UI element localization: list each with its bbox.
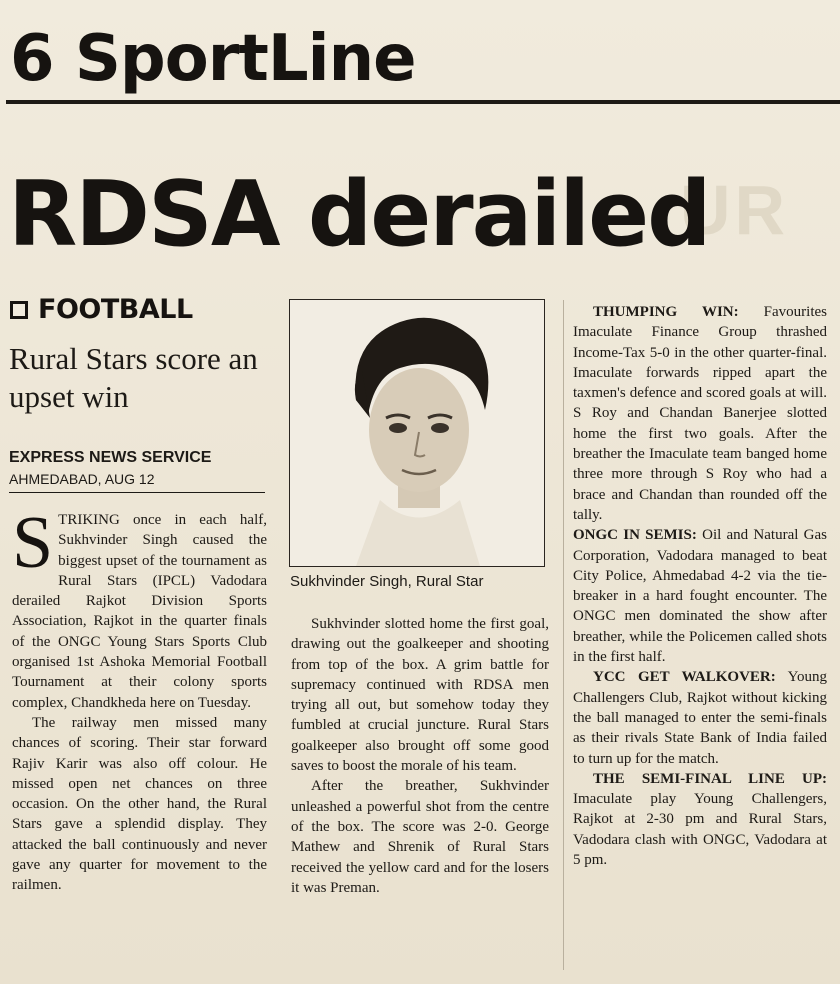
page-number: 6 <box>10 22 54 96</box>
section-title: SportLine <box>74 22 416 96</box>
run-in-heading: THE SEMI-FINAL LINE UP: <box>593 770 827 787</box>
run-in-body: Favourites Imaculate Finance Group thrashed Income-Tax 5-0 in the other quarter-final. Imaculate forwards ripped apart the taxmen's defence and scored goals at will. S Roy and Chandan Banerjee slotted home the first two goals. After the breather the Imaculate team banged home three more through S Roy who had a brace and Chandan than rounded off the tally. <box>573 304 828 523</box>
article-paragraph: The railway men missed many chances of scoring. Their star forward Rajiv Karir was also off colour. He missed open net chances on three occasion. On the other hand, the Rural Stars gave a splendid display. They attacked the ball continuously and never gave any quarter for movement to the railmen. <box>12 714 267 894</box>
drop-cap: S <box>12 502 54 584</box>
lead-caps: TRIKING <box>58 512 120 528</box>
dateline: AHMEDABAD, AUG 12 <box>9 471 155 487</box>
article-paragraph <box>573 302 827 525</box>
article-column-2 <box>291 614 549 898</box>
player-portrait-image <box>290 300 544 566</box>
bleed-through-text: UR <box>680 171 790 249</box>
article-paragraph <box>12 502 267 713</box>
run-in-body: Imaculate play Young Challengers, Rajkot at 2-30 pm and Rural Stars, Vadodara clash with ONGC, Vadodara at 5 pm. <box>573 791 827 869</box>
article-paragraph: After the breather, Sukhvinder unleashed a powerful shot from the centre of the box. The score was 2-0. George Mathew and Shrenik of Rural Stars received the yellow card and for the losers it was Preman. <box>291 778 549 896</box>
run-in-heading: ONGC IN SEMIS: <box>573 527 697 544</box>
article-column-1 <box>12 502 267 896</box>
article-paragraph <box>573 667 827 768</box>
run-in-body: Young Challengers Club, Rajkot without kicking the ball managed to enter the semi-finals as their rivals State Bank of India failed to turn up for the match. <box>573 669 827 767</box>
column-divider <box>563 300 564 970</box>
headline: RDSA derailed <box>8 162 710 267</box>
lead-text: once in each half, Sukhvinder Singh caused the biggest upset of the tournament as Rural Stars (IPCL) Vadodara derailed Rajkot Division Sports Association, Rajkot in the quarter finals of the ONGC Young Stars Sports Club organised 1st Ashoka Memorial Football Tournament at their colony sports complex, Chandkheda here on Tuesday. <box>12 512 267 711</box>
run-in-body: Oil and Natural Gas Corporation, Vadodara managed to beat City Police, Ahmedabad 4-2 via the tie-breaker in a hard fought encounter. The ONGC men dominated the show after breather, while the Policemen called shots in the first half. <box>573 527 827 666</box>
category-label: FOOTBALL <box>38 294 193 325</box>
masthead-rule <box>6 100 840 104</box>
run-in-heading: YCC GET WALKOVER: <box>593 669 776 686</box>
category-tag <box>10 294 193 326</box>
subheadline: Rural Stars score an upset win <box>9 341 258 414</box>
article-paragraph <box>573 525 827 667</box>
section-masthead <box>10 14 416 104</box>
byline-rule <box>9 492 265 493</box>
byline: EXPRESS NEWS SERVICE <box>9 449 212 466</box>
checkbox-square-icon <box>10 301 28 319</box>
photo-caption: Sukhvinder Singh, Rural Star <box>290 573 484 590</box>
player-photo <box>289 299 545 567</box>
article-column-3 <box>573 302 827 870</box>
article-paragraph: Sukhvinder slotted home the first goal, drawing out the goalkeeper and shooting from top of the box. A grim battle for supremacy continued with RDSA men trying all out, but somehow today they fumbled at crucial juncture. Rural Stars goalkeeper also brought off some good saves to boost the morale of his team. <box>291 616 549 775</box>
run-in-heading: THUMPING WIN: <box>593 304 739 320</box>
article-paragraph <box>573 769 827 870</box>
